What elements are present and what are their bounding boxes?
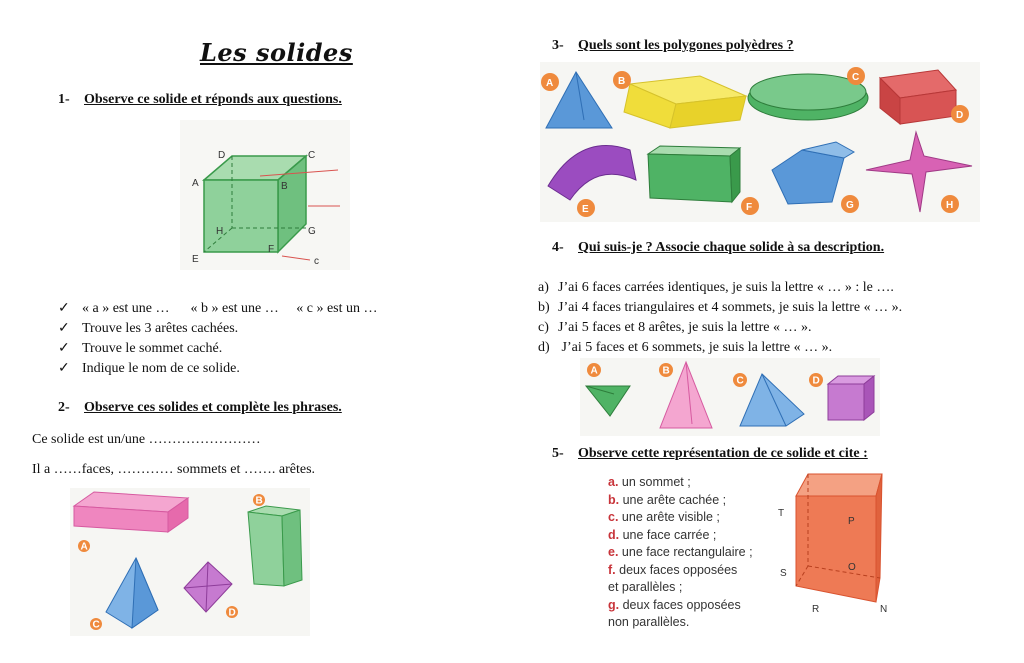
q4-item-d-text: J’ai 5 faces et 6 sommets, je suis la lettre « … ».	[558, 340, 833, 355]
vertex-f: F	[268, 244, 275, 255]
vertex-e: E	[192, 254, 199, 265]
q5-item-d-key: d.	[608, 527, 620, 542]
q2-heading	[58, 400, 342, 416]
prism-vertex-s: S	[780, 568, 787, 579]
q5-prism-figure	[772, 470, 896, 626]
solid-4d-front	[828, 384, 864, 420]
q4-number: 4-	[552, 240, 564, 255]
badge-3f-label: F	[746, 202, 753, 213]
q5-title: Observe cette représentation de ce solide et cite :	[578, 446, 868, 461]
q5-item-c-text: une arête visible ;	[621, 510, 720, 524]
q4-item-b	[538, 300, 902, 316]
q5-item-e-key: e.	[608, 545, 619, 559]
badge-c-label: C	[92, 619, 100, 631]
q5-item-b-key: b.	[608, 492, 620, 507]
q2-line-2: Il a ……faces, ………… sommets et ……. arêtes.	[32, 462, 316, 477]
q3-number: 3-	[552, 38, 564, 53]
prism-vertex-o: O	[848, 562, 856, 573]
q5-item-c	[608, 509, 753, 527]
q5-item-f	[608, 562, 753, 580]
vertex-a: A	[192, 178, 199, 189]
q5-item-g-text: deux faces opposées	[622, 597, 741, 612]
q5-item-a-text: un sommet ;	[621, 475, 691, 489]
q5-heading	[552, 446, 868, 462]
q4-item-c-letter: c)	[538, 320, 549, 335]
solid-f-front	[648, 154, 732, 202]
q3-heading	[552, 38, 794, 54]
q2-line-1: Ce solide est un/une ……………………	[32, 432, 261, 447]
q5-item-g-key: g.	[608, 597, 620, 612]
q5-item-g	[608, 597, 753, 615]
prism-front	[248, 512, 284, 586]
prism-side-face	[876, 474, 882, 602]
q4-item-d-letter: d)	[538, 340, 550, 355]
q1-item-2: ✓ Trouve les 3 arêtes cachées.	[58, 321, 239, 336]
q4-item-a-letter: a)	[538, 280, 549, 295]
badge-3g-label: G	[846, 200, 854, 211]
q4-item-a-text: J’ai 6 faces carrées identiques, je suis la lettre « … » : le ….	[558, 280, 894, 295]
q4-heading	[552, 240, 884, 256]
q5-item-e	[608, 544, 753, 562]
q5-list	[608, 474, 753, 632]
q5-item-c-key: c.	[608, 510, 619, 524]
q4-solids-figure	[580, 358, 880, 436]
badge-4d-label: D	[812, 375, 820, 387]
q1-title: Observe ce solide et réponds aux questions.	[84, 92, 342, 107]
badge-3h-label: H	[946, 200, 954, 211]
solid-4d-side	[864, 376, 874, 420]
badge-3a-label: A	[546, 78, 554, 89]
q5-item-b-text: une arête cachée ;	[622, 492, 727, 507]
q1-item-2-text: Trouve les 3 arêtes cachées.	[82, 321, 239, 336]
q1-item-1: ✓ « a » est une … « b » est une … « c » est un …	[58, 301, 378, 316]
q1-item-3-text: Trouve le sommet caché.	[82, 341, 223, 356]
q5-item-g2	[608, 614, 753, 632]
page-title: Les solides	[200, 38, 353, 67]
prism-vertex-t: T	[778, 508, 785, 519]
badge-a-label: A	[80, 541, 88, 553]
q3-title: Quels sont les polygones polyèdres ?	[578, 38, 794, 53]
q4-item-a	[538, 280, 894, 296]
q5-item-a	[608, 474, 753, 492]
vertex-b: B	[281, 181, 288, 192]
badge-3c-label: C	[852, 72, 860, 83]
q5-item-a-key: a.	[608, 475, 619, 489]
cube-figure	[180, 120, 350, 270]
q5-item-e-text: une face rectangulaire ;	[621, 545, 753, 559]
q4-item-d	[538, 340, 832, 356]
q1-number: 1-	[58, 92, 70, 107]
q5-item-g2-text: non parallèles.	[608, 615, 690, 629]
q1-item-4: ✓ Indique le nom de ce solide.	[58, 361, 240, 376]
q5-item-d	[608, 527, 753, 545]
prism-top-face	[796, 474, 882, 496]
q5-item-f-text: deux faces opposées	[619, 562, 738, 577]
q4-item-b-text: J’ai 4 faces triangulaires et 4 sommets, je suis la lettre « … ».	[558, 300, 903, 315]
q1-heading	[58, 92, 342, 108]
q5-item-f2-text: et parallèles ;	[608, 580, 683, 594]
q5-item-f2	[608, 579, 753, 597]
prism-vertex-n: N	[880, 604, 888, 615]
q2-number: 2-	[58, 400, 70, 415]
q4-title: Qui suis-je ? Associe chaque solide à sa description.	[578, 240, 885, 255]
cube-front-face	[204, 180, 278, 252]
q1-item-3: ✓ Trouve le sommet caché.	[58, 341, 223, 356]
badge-4b-label: B	[662, 365, 670, 377]
q4-item-b-letter: b)	[538, 300, 550, 315]
badge-d-label: D	[228, 607, 236, 619]
q5-number: 5-	[552, 446, 564, 461]
vertex-d: D	[218, 150, 226, 161]
q3-solids-figure	[540, 62, 980, 222]
prism-vertex-r: R	[812, 604, 820, 615]
solid-f-side	[730, 148, 740, 202]
vertex-g: G	[308, 226, 316, 237]
badge-4a-label: A	[590, 365, 598, 377]
q5-item-f-key: f.	[608, 562, 616, 577]
vertex-h: H	[216, 226, 224, 237]
prism-side	[282, 510, 302, 586]
q1-item-1-text: « a » est une … « b » est une … « c » est un …	[82, 301, 378, 316]
q4-item-c	[538, 320, 811, 336]
prism-vertex-p: P	[848, 516, 855, 527]
badge-b-label: B	[255, 495, 263, 507]
vertex-c: C	[308, 150, 316, 161]
q4-item-c-text: J’ai 5 faces et 8 arêtes, je suis la lettre « … ».	[558, 320, 812, 335]
badge-3d-label: D	[956, 110, 964, 121]
arrow-c-label: c	[314, 256, 319, 267]
q1-item-4-text: Indique le nom de ce solide.	[82, 361, 240, 376]
badge-4c-label: C	[736, 375, 744, 387]
badge-3b-label: B	[618, 76, 626, 87]
q2-solids-figure	[70, 488, 310, 636]
q5-item-d-text: une face carrée ;	[622, 527, 717, 542]
q2-title: Observe ces solides et complète les phrases.	[84, 400, 342, 415]
badge-3e-label: E	[582, 204, 589, 215]
q5-item-b	[608, 492, 753, 510]
